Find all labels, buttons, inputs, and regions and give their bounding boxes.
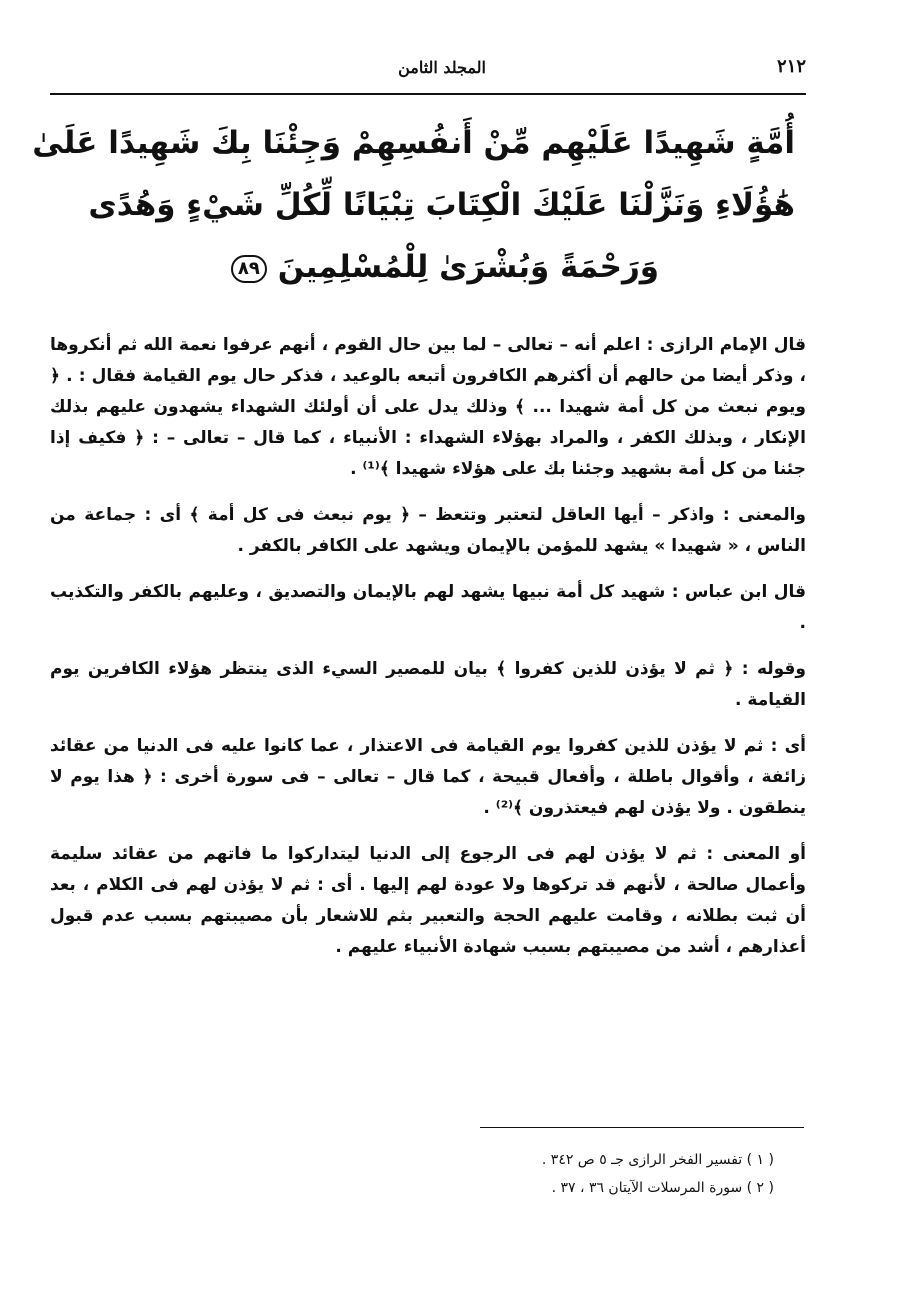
verse-line-1: أُمَّةٍ شَهِيدًا عَلَيْهِم مِّنْ أَنفُسِهِمْ وَجِئْنَا بِكَ شَهِيدًا عَلَىٰ (32, 125, 795, 161)
verse-line-2: هَٰؤُلَاءِ وَنَزَّلْنَا عَلَيْكَ الْكِتَابَ تِبْيَانًا لِّكُلِّ شَيْءٍ وَهُدًى (88, 187, 795, 223)
footnote-divider (480, 1127, 804, 1128)
header-divider (50, 93, 806, 95)
commentary-body (50, 330, 806, 963)
verse-line-3-text: وَرَحْمَةً وَبُشْرَىٰ لِلْمُسْلِمِينَ (277, 249, 660, 285)
ayah-number-badge: ٨٩ (231, 255, 267, 283)
page-header (50, 52, 806, 86)
paragraph-2: والمعنى : واذكر – أيها العاقل لتعتبر وتتعظ – ﴿ يوم نبعث فى كل أمة ﴾ أى : جماعة من الناس ، « شهيدا » يشهد للمؤمن بالإيمان ويشهد على الكافر بالكفر . (50, 505, 806, 556)
footnotes (400, 1146, 804, 1202)
page-number: ٢١٢ (776, 56, 806, 77)
paragraph-5: أى : ثم لا يؤذن للذين كفروا يوم القيامة فى الاعتذار ، عما كانوا عليه فى الدنيا من عقائد زائفة ، وأقوال باطلة ، وأفعال قبيحة ، كما قال – تعالى – فى سورة أخرى : ﴿ هذا يوم لا ينطقون . ولا يؤذن لهم فيعتذرون ﴾⁽²⁾ . (50, 736, 806, 818)
paragraph-3: قال ابن عباس : شهيد كل أمة نبيها يشهد لهم بالإيمان والتصديق ، وعليهم بالكفر والتكذيب . (50, 582, 806, 633)
volume-title: المجلد الثامن (398, 58, 486, 77)
paragraph-1: قال الإمام الرازى : اعلم أنه – تعالى – لما بين حال القوم ، أنهم عرفوا نعمة الله ثم أنكروها ، وذكر أيضا من حالهم أن أكثرهم الكافرون أتبعه بالوعيد ، فذكر حال يوم القيامة فقال : . ﴿ ويوم نبعث من كل أمة شهيدا ... ﴾ وذلك يدل على أن أولئك الشهداء يشهدون عليهم بذلك الإنكار ، وبذلك الكفر ، والمراد بهؤلاء الشهداء : الأنبياء ، كما قال – تعالى – : ﴿ فكيف إذا جئنا من كل أمة بشهيد وجئنا بك على هؤلاء شهيدا ﴾⁽¹⁾ . (50, 335, 806, 479)
footnote-1: ( ١ ) تفسير الفخر الرازى جـ ٥ ص ٣٤٢ . (541, 1152, 774, 1168)
footnote-2: ( ٢ ) سورة المرسلات الآيتان ٣٦ ، ٣٧ . (551, 1180, 774, 1196)
paragraph-6: أو المعنى : ثم لا يؤذن لهم فى الرجوع إلى الدنيا ليتداركوا ما فاتهم من عقائد سليمة وأعمال صالحة ، لأنهم قد تركوها ولا عودة لهم إليها . أى : ثم لا يؤذن لهم فى الكلام ، بعد أن ثبت بطلانه ، وقامت عليهم الحجة والتعبير بثم للاشعار بأن مصيبتهم بسبب عدم قبول أعذارهم ، أشد من مصيبتهم بسبب شهادة الأنبياء عليهم . (50, 844, 806, 957)
verse-line-3 (95, 236, 795, 298)
paragraph-4: وقوله : ﴿ ثم لا يؤذن للذين كفروا ﴾ بيان للمصير السيء الذى ينتظر هؤلاء الكافرين يوم القيامة . (50, 659, 806, 710)
quran-verse (32, 112, 795, 302)
